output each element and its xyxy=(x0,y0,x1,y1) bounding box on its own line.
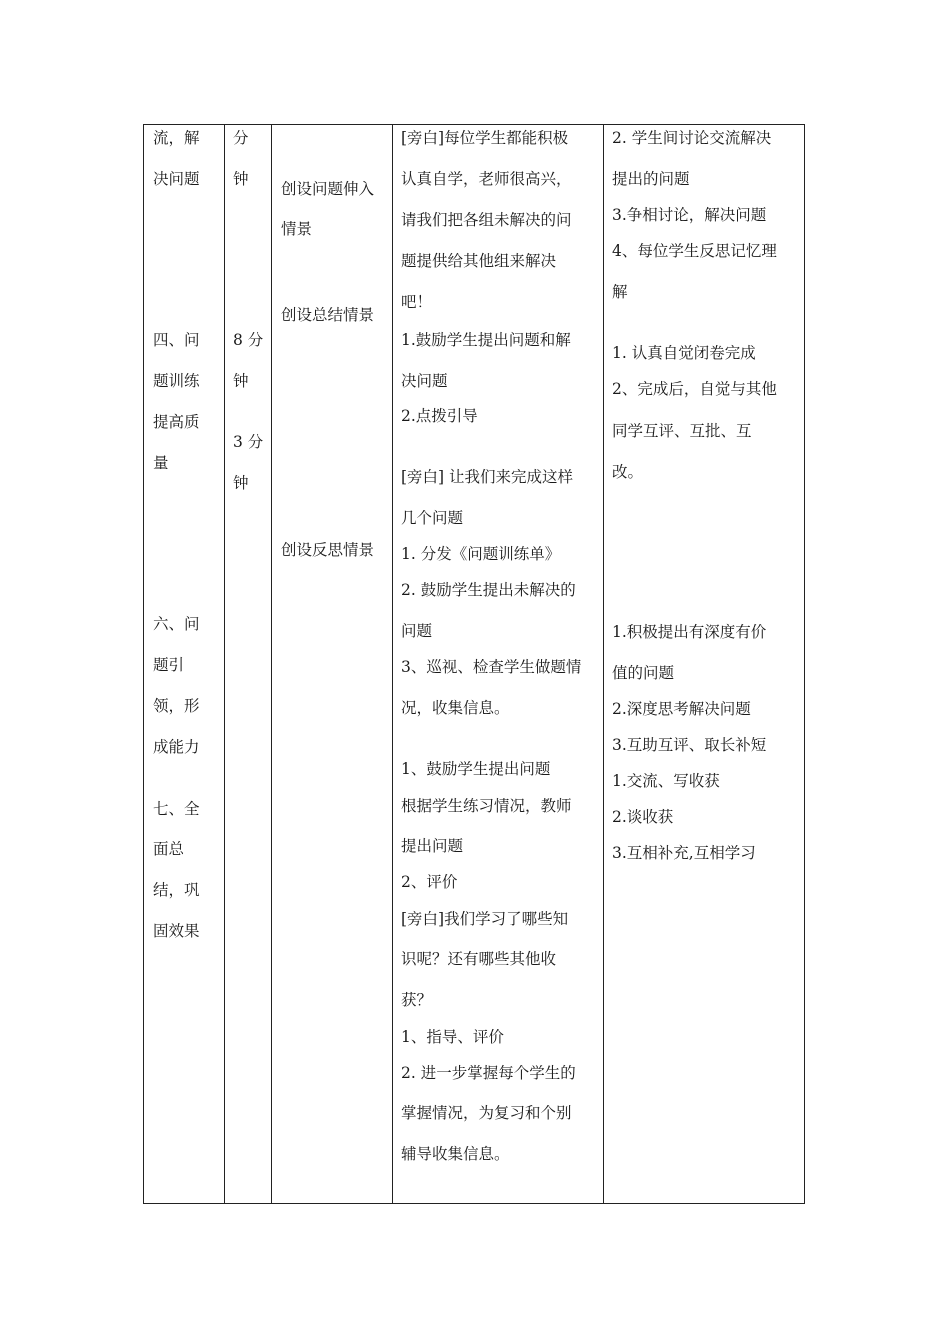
column-divider xyxy=(224,125,225,1203)
col1-text-line: 决问题 xyxy=(153,170,200,188)
col5-text-line: 提出的问题 xyxy=(612,170,690,188)
col5-text-line: 3.互相补充,互相学习 xyxy=(612,844,756,862)
col5-text-line: 2.谈收获 xyxy=(612,808,674,826)
col4-text-line: 提出问题 xyxy=(401,837,464,855)
col1-text-line: 面总 xyxy=(153,840,185,858)
col2-text-line: 钟 xyxy=(233,372,249,390)
col4-text-line: 况，收集信息。 xyxy=(401,699,510,717)
col5-text-line: 2. 学生间讨论交流解决 xyxy=(612,129,772,147)
col2-text-line: 钟 xyxy=(233,170,249,188)
col4-text-line: 2、评价 xyxy=(401,873,458,891)
col4-text-line: 1、鼓励学生提出问题 xyxy=(401,760,551,778)
column-divider xyxy=(271,125,272,1203)
col4-text-line: 1. 分发《问题训练单》 xyxy=(401,545,561,563)
col4-text-line: 认真自学，老师很高兴， xyxy=(401,170,572,188)
col1-text-line: 流，解 xyxy=(153,129,200,147)
col4-text-line: 几个问题 xyxy=(401,509,464,527)
col4-text-line: [旁白] 让我们来完成这样 xyxy=(401,468,574,486)
col4-text-line: 问题 xyxy=(401,622,433,640)
column-divider xyxy=(392,125,393,1203)
col4-text-line: 2. 进一步掌握每个学生的 xyxy=(401,1064,576,1082)
col1-text-line: 题训练 xyxy=(153,372,200,390)
col4-text-line: 请我们把各组未解决的问 xyxy=(401,211,572,229)
col5-text-line: 1.积极提出有深度有价 xyxy=(612,623,767,641)
col4-text-line: 题提供给其他组来解决 xyxy=(401,252,557,270)
col4-text-line: 决问题 xyxy=(401,372,448,390)
col4-text-line: 识呢？还有哪些其他收 xyxy=(401,950,557,968)
col5-text-line: 2.深度思考解决问题 xyxy=(612,700,751,718)
col1-text-line: 六、问 xyxy=(153,615,200,633)
col1-text-line: 题引 xyxy=(153,656,185,674)
col5-text-line: 解 xyxy=(612,283,628,301)
col1-text-line: 七、全 xyxy=(153,800,200,818)
col5-text-line: 2、完成后，自觉与其他 xyxy=(612,380,777,398)
col1-text-line: 结，巩 xyxy=(153,881,200,899)
col2-text-line: 8 分 xyxy=(233,331,264,349)
col4-text-line: 获？ xyxy=(401,991,433,1009)
col2-text-line: 3 分 xyxy=(233,433,264,451)
col5-text-line: 3.互助互评、取长补短 xyxy=(612,736,767,754)
col3-text-line: 创设问题伸入 xyxy=(281,180,375,198)
col5-text-line: 4、每位学生反思记忆理 xyxy=(612,242,777,260)
col4-text-line: 根据学生练习情况，教师 xyxy=(401,797,572,815)
col3-text-line: 创设反思情景 xyxy=(281,541,375,559)
col5-text-line: 值的问题 xyxy=(612,664,675,682)
col2-text-line: 分 xyxy=(233,129,249,147)
col4-text-line: 掌握情况，为复习和个别 xyxy=(401,1104,572,1122)
col4-text-line: 2.点拨引导 xyxy=(401,407,478,425)
col4-text-line: 辅导收集信息。 xyxy=(401,1145,510,1163)
col5-text-line: 3.争相讨论，解决问题 xyxy=(612,206,767,224)
col5-text-line: 同学互评、互批、互 xyxy=(612,422,752,440)
col1-text-line: 四、问 xyxy=(153,331,200,349)
col4-text-line: 3、巡视、检查学生做题情 xyxy=(401,658,582,676)
col4-text-line: 1.鼓励学生提出问题和解 xyxy=(401,331,571,349)
col5-text-line: 1. 认真自觉闭卷完成 xyxy=(612,344,756,362)
col1-text-line: 量 xyxy=(153,454,169,472)
col4-text-line: 2. 鼓励学生提出未解决的 xyxy=(401,581,576,599)
col4-text-line: 吧！ xyxy=(401,293,433,311)
col5-text-line: 改。 xyxy=(612,463,644,481)
col3-text-line: 创设总结情景 xyxy=(281,306,375,324)
col1-text-line: 领，形 xyxy=(153,697,200,715)
column-divider xyxy=(603,125,604,1203)
col5-text-line: 1.交流、写收获 xyxy=(612,772,720,790)
col4-text-line: 1、指导、评价 xyxy=(401,1028,504,1046)
col4-text-line: [旁白]我们学习了哪些知 xyxy=(401,910,569,928)
col1-text-line: 成能力 xyxy=(153,738,200,756)
col3-text-line: 情景 xyxy=(281,220,313,238)
col1-text-line: 提高质 xyxy=(153,413,200,431)
col2-text-line: 钟 xyxy=(233,474,249,492)
col1-text-line: 固效果 xyxy=(153,922,200,940)
col4-text-line: [旁白]每位学生都能积极 xyxy=(401,129,569,147)
